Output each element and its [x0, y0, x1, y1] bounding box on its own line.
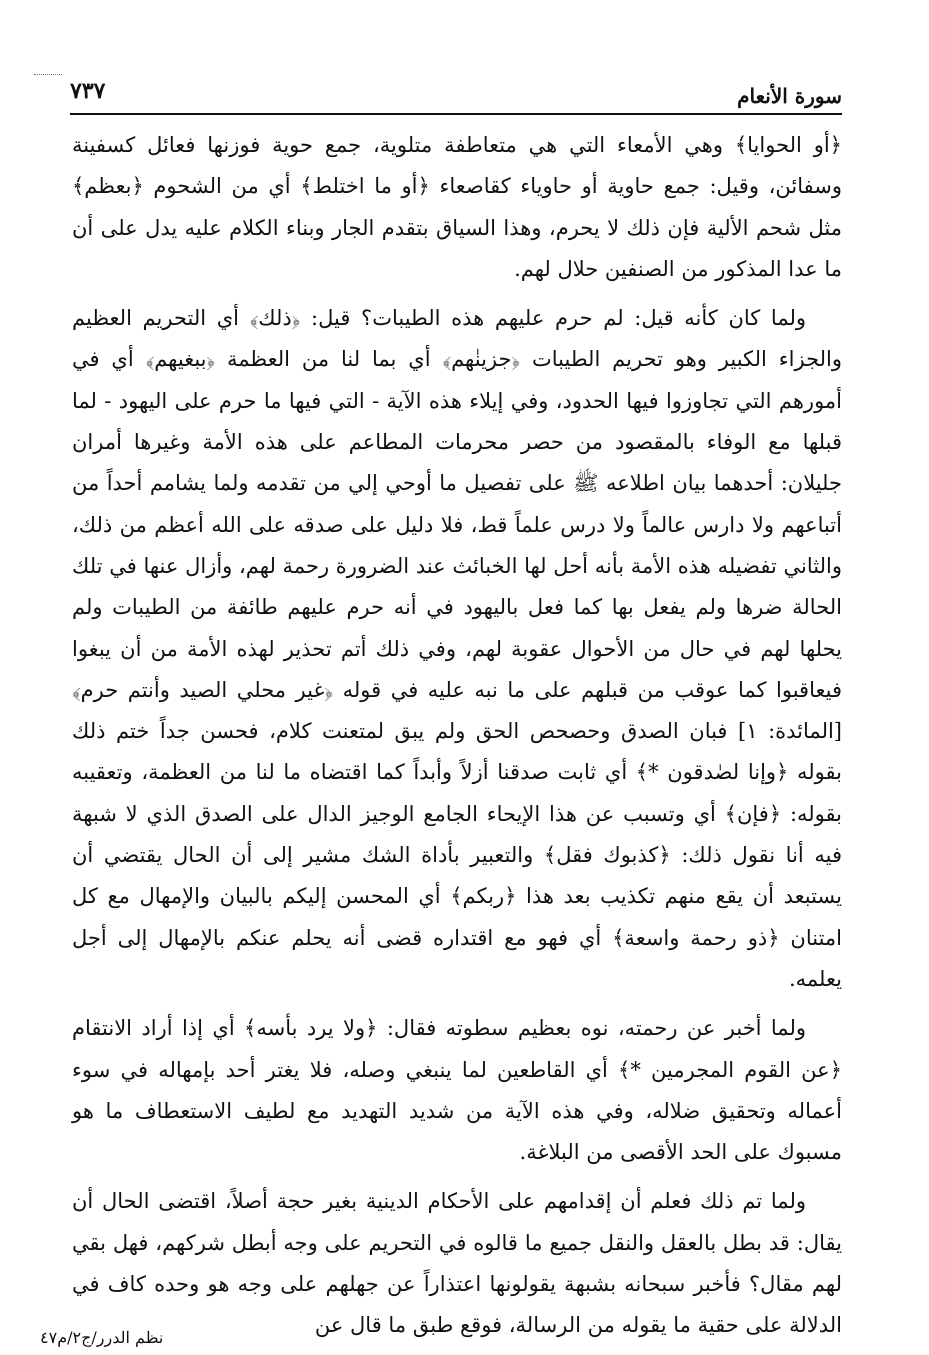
paragraph-1: ﴿أو الحوايا﴾ وهي الأمعاء التي هي متعاطفة متلوية، جمع حوية فوزنها فعائل كسفينة وسفائن، وقيل: جمع حاوية أو حاوياء كقاصعاء ﴿أو ما اختلط﴾ أي من الشحوم ﴿بعظم﴾ مثل شحم الألية فإن ذلك لا يحرم، وهذا السياق بتقدم الجار وبناء الكلام عليه يدل على أن ما عدا المذكور من الصنفين حلال لهم.: [72, 133, 842, 281]
page-header: [70, 70, 842, 110]
paragraph-2: ولما كان كأنه قيل: لم حرم عليهم هذه الطيبات؟ قيل: ﴿ذلك﴾ أي التحريم العظيم والجزاء الكبير وهو تحريم الطيبات ﴿جزينٰهم﴾ أي بما لنا من العظمة ﴿ببغيهم﴾ أي في أمورهم التي تجاوزوا فيها الحدود، وفي إيلاء هذه الآية - التي فيها ما حرم على اليهود - لما قبلها مع الوفاء بالمقصود من حصر محرمات المطاعم على هذه الأمة وغيرها أمران جليلان: أحدهما بيان اطلاعه ﷺ على تفصيل ما أوحي إلي من تقدمه ولما يشامم أحداً من أتباعهم ولا دارس عالماً ولا درس علماً قط، فلا دليل على صدقه على الله أعظم من ذلك، والثاني تفضيله هذه الأمة بأنه أحل لها الخبائث عند الضرورة رحمة لهم، وأزال عنها في تلك الحالة ضرها ولم يفعل بها كما فعل باليهود في أنه حرم عليهم طائفة من الطيبات ولم يحلها لهم في حال من الأحوال عقوبة لهم، وفي ذلك أتم تحذير لهذه الأمة من أن يبغوا فيعاقبوا كما عوقب من قبلهم على ما نبه عليه في قوله ﴿غير محلي الصيد وأنتم حرم﴾ [المائدة: ١] فبان الصدق وحصحص الحق ولم يبق لمتعنت كلام، فحسن جداً ختم ذلك بقوله ﴿وإنا لصٰدقون *﴾ أي ثابت صدقنا أزلاً وأبداً كما اقتضاه ما لنا من العظمة، وتعقيبه بقوله: ﴿فإن﴾ أي وتسبب عن هذا الإيحاء الجامع الوجيز الدال على الصدق الذي لا شبهة فيه أنا نقول ذلك: ﴿كذبوك فقل﴾ والتعبير بأداة الشك مشير إلى أن الحال يقتضي أن يستبعد أن يقع منهم تكذيب بعد هذا ﴿ربكم﴾ أي المحسن إليكم بالبيان والإمهال مع كل امتنان ﴿ذو رحمة واسعة﴾ أي فهو مع اقتداره قضى أنه يحلم عنكم بالإمهال إلى أجل يعلمه.: [72, 306, 842, 991]
footer-signature: نظم الدرر/ج٢/م٤٧: [40, 1328, 164, 1347]
page-number: ٧٣٧: [70, 78, 106, 104]
paragraph-3: ولما أخبر عن رحمته، نوه بعظيم سطوته فقال: ﴿ولا يرد بأسه﴾ أي إذا أراد الانتقام ﴿عن القوم المجرمين *﴾ أي القاطعين لما ينبغي وصله، فلا يغتر أحد بإمهاله في سوء أعماله وتحقيق ضلاله، وفي هذه الآية من شديد التهديد مع لطيف الاستعطاف ما هو مسبوك على الحد الأقصى من البلاغة.: [72, 1016, 842, 1165]
header-rule: [70, 113, 842, 115]
margin-mark: [34, 74, 62, 75]
surah-title: سورة الأنعام: [737, 84, 842, 108]
page-body: [72, 125, 842, 1355]
paragraph-4: ولما تم ذلك فعلم أن إقدامهم على الأحكام الدينية بغير حجة أصلاً، اقتضى الحال أن يقال: قد بطل بالعقل والنقل جميع ما قالوه في التحريم على وجه أبطل شركهم، فهل بقي لهم مقال؟ فأخبر سبحانه بشبهة يقولونها اعتذاراً عن جهلهم على وجه هو وحده كاف في الدلالة على حقية ما يقوله من الرسالة، فوقع طبق ما قال عن: [72, 1189, 842, 1338]
